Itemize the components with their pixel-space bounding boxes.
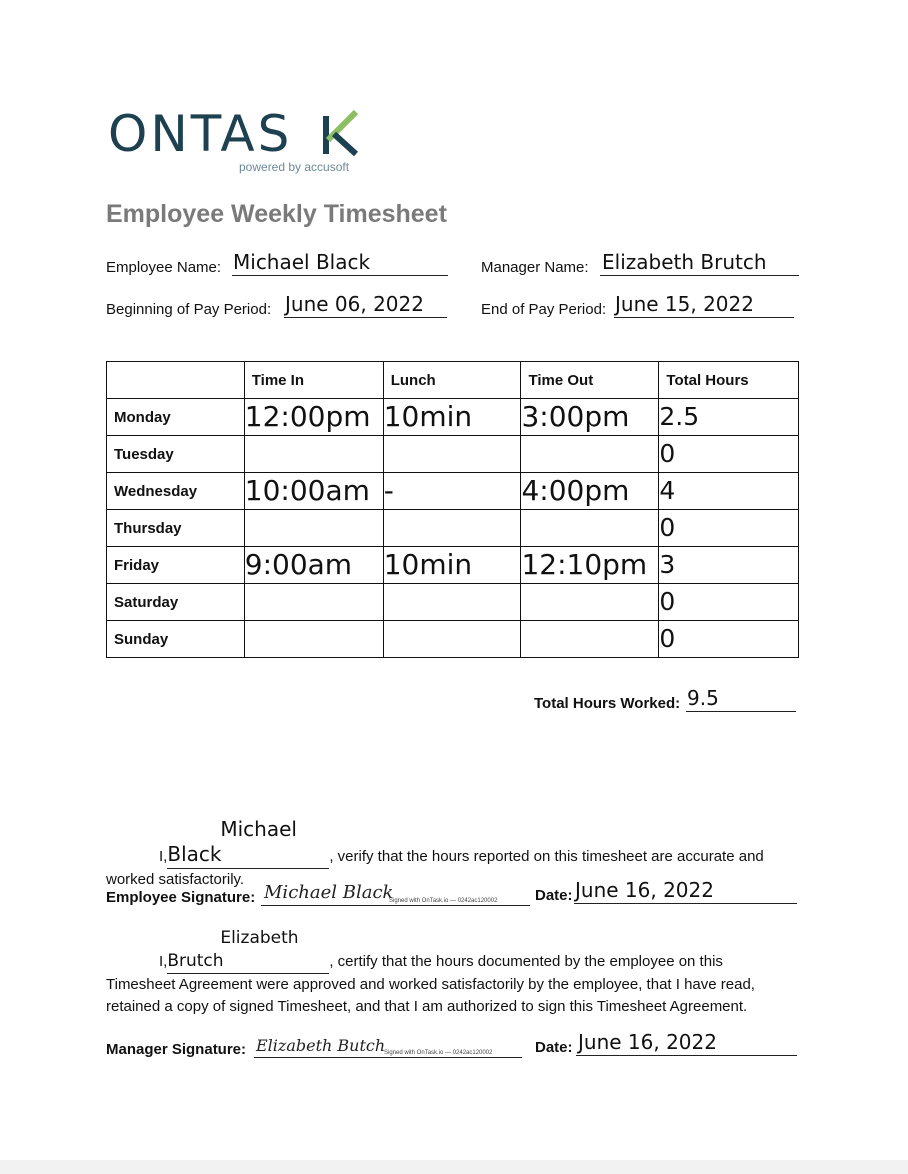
logo-k-mark-icon (320, 108, 362, 160)
employee-name-label: Employee Name: (106, 259, 222, 276)
period-begin-line (284, 317, 447, 318)
manager-statement (106, 927, 786, 1018)
time-out-cell[interactable]: 3:00pm (521, 399, 659, 436)
table-row (107, 621, 799, 658)
total-hours-cell[interactable]: 0 (659, 621, 799, 658)
manager-name-line (600, 275, 799, 276)
total-hours-cell[interactable]: 4 (659, 473, 799, 510)
time-out-cell[interactable] (521, 621, 659, 658)
time-out-cell[interactable] (521, 584, 659, 621)
employee-date-label: Date: (535, 887, 573, 904)
employee-name-field (106, 250, 448, 276)
period-end-line (614, 317, 794, 318)
day-cell: Friday (107, 547, 245, 584)
manager-date-label: Date: (535, 1039, 573, 1056)
day-cell: Sunday (107, 621, 245, 658)
time-in-cell[interactable] (244, 584, 383, 621)
period-end-value[interactable]: June 15, 2022 (615, 292, 754, 316)
manager-name-field (481, 250, 799, 276)
time-in-cell[interactable]: 10:00am (244, 473, 383, 510)
manager-signature-field (106, 1028, 522, 1058)
employee-name-value[interactable]: Michael Black (233, 250, 371, 274)
lunch-cell[interactable] (383, 436, 521, 473)
time-out-cell[interactable] (521, 510, 659, 547)
logo-wordmark: ONTAS (108, 105, 293, 163)
time-in-cell[interactable]: 9:00am (244, 547, 383, 584)
document-title: Employee Weekly Timesheet (106, 200, 447, 228)
period-end-field (481, 292, 794, 318)
table-row (107, 510, 799, 547)
time-out-cell[interactable] (521, 436, 659, 473)
employee-statement-text: , verify that the hours reported on this timesheet are accurate and worked satisfactorily. (106, 848, 764, 888)
header-cell: Time Out (521, 362, 659, 399)
period-begin-label: Beginning of Pay Period: (106, 301, 272, 318)
employee-statement-name[interactable]: Michael Black (167, 817, 297, 866)
employee-name-line (232, 275, 448, 276)
employee-signature-field (106, 876, 530, 906)
lunch-cell[interactable] (383, 621, 521, 658)
viewer-bottom-strip (0, 1160, 908, 1174)
employee-date-value[interactable]: June 16, 2022 (575, 878, 714, 902)
manager-date-field (535, 1028, 797, 1056)
table-row (107, 399, 799, 436)
total-hours-cell[interactable]: 2.5 (659, 399, 799, 436)
day-cell: Monday (107, 399, 245, 436)
manager-date-line (576, 1055, 797, 1056)
manager-signature-image[interactable]: Elizabeth Butch (256, 1036, 386, 1055)
lunch-cell[interactable] (383, 510, 521, 547)
manager-date-value[interactable]: June 16, 2022 (578, 1030, 717, 1054)
total-hours-worked-value[interactable]: 9.5 (687, 686, 719, 710)
employee-signature-image[interactable]: Michael Black (264, 882, 394, 903)
manager-statement-prefix: I, (159, 953, 168, 970)
manager-signature-note: Signed with OnTask.io — 0242ac120002 (384, 1050, 493, 1056)
lunch-cell[interactable] (383, 584, 521, 621)
table-row (107, 473, 799, 510)
header-cell: Lunch (383, 362, 521, 399)
employee-signature-label: Employee Signature: (106, 889, 256, 906)
ontask-logo (108, 104, 358, 174)
day-cell: Saturday (107, 584, 245, 621)
total-hours-worked-label: Total Hours Worked: (534, 695, 681, 712)
lunch-cell[interactable]: 10min (383, 399, 521, 436)
manager-name-label: Manager Name: (481, 259, 589, 276)
period-begin-field (106, 292, 447, 318)
lunch-cell[interactable]: - (383, 473, 521, 510)
day-cell: Wednesday (107, 473, 245, 510)
header-cell: Time In (244, 362, 383, 399)
time-in-cell[interactable] (244, 621, 383, 658)
time-in-cell[interactable] (244, 436, 383, 473)
table-row (107, 547, 799, 584)
total-hours-worked-field (534, 684, 796, 712)
manager-statement-name-field (167, 927, 329, 974)
time-in-cell[interactable]: 12:00pm (244, 399, 383, 436)
manager-name-value[interactable]: Elizabeth Brutch (602, 250, 767, 274)
day-cell: Tuesday (107, 436, 245, 473)
time-out-cell[interactable]: 12:10pm (521, 547, 659, 584)
employee-date-field (535, 876, 797, 904)
time-in-cell[interactable] (244, 510, 383, 547)
period-end-label: End of Pay Period: (481, 301, 607, 318)
total-hours-worked-line (686, 711, 796, 712)
period-begin-value[interactable]: June 06, 2022 (285, 292, 424, 316)
employee-date-line (574, 903, 797, 904)
day-cell: Thursday (107, 510, 245, 547)
employee-statement-name-field (167, 818, 329, 869)
table-row (107, 436, 799, 473)
lunch-cell[interactable]: 10min (383, 547, 521, 584)
header-cell (107, 362, 245, 399)
manager-statement-name[interactable]: Elizabeth Brutch (167, 928, 299, 971)
table-row (107, 584, 799, 621)
employee-statement-prefix: I, (159, 848, 168, 865)
total-hours-cell[interactable]: 0 (659, 436, 799, 473)
logo-tagline: powered by accusoft (239, 160, 350, 174)
employee-signature-note: Signed with OnTask.io — 0242ac120002 (389, 898, 498, 904)
total-hours-cell[interactable]: 0 (659, 510, 799, 547)
header-cell: Total Hours (659, 362, 799, 399)
total-hours-cell[interactable]: 0 (659, 584, 799, 621)
employee-signature-line (261, 905, 530, 906)
time-out-cell[interactable]: 4:00pm (521, 473, 659, 510)
table-header-row (107, 362, 799, 399)
timesheet-table (106, 361, 799, 658)
manager-signature-line (254, 1057, 522, 1058)
manager-signature-label: Manager Signature: (106, 1041, 247, 1058)
manager-statement-text: , certify that the hours documented by the employee on this Timesheet Agreement were approved and worked satisfactorily by the employee, that I have read, retained a copy of signed Timesheet, and that I am authorized to sign this Timesheet Agreement. (106, 953, 755, 1015)
total-hours-cell[interactable]: 3 (659, 547, 799, 584)
